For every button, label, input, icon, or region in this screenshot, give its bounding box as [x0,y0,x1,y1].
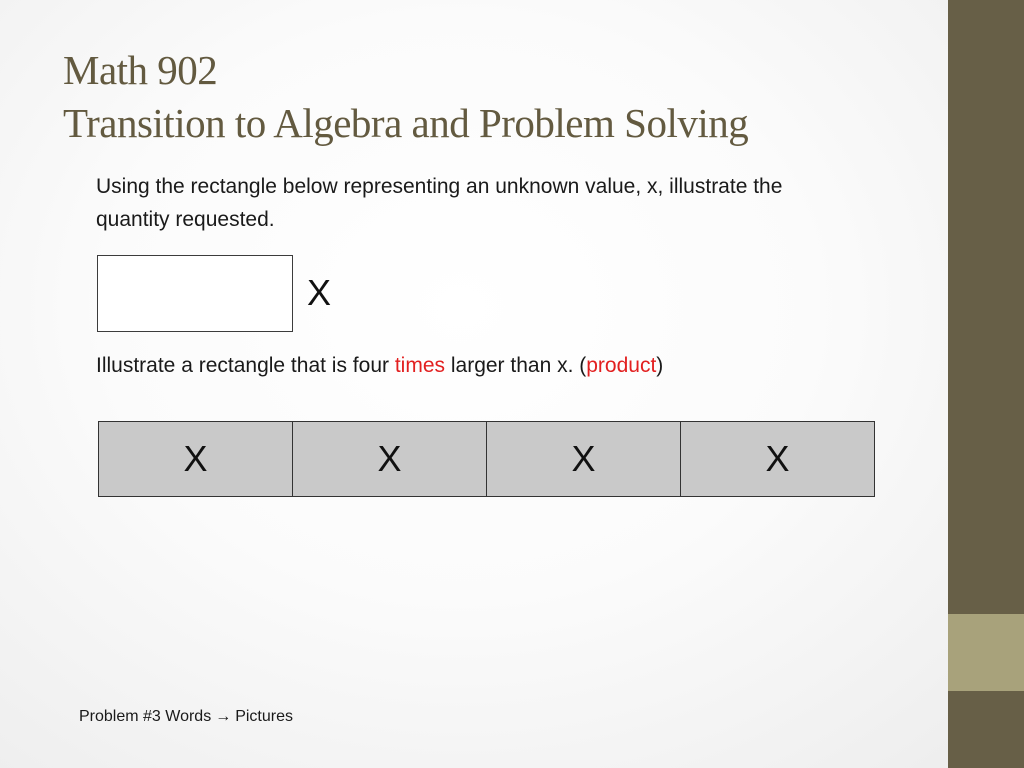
footer-pictures: Pictures [235,708,293,725]
unit-rectangle [97,255,293,332]
footer-words: Problem #3 Words [79,708,212,725]
product-cell-3: X [487,422,681,496]
unit-label: X [307,272,332,313]
product-cell-4: X [765,438,790,479]
times-keyword: times [394,354,446,377]
product-rectangle [98,421,875,497]
title-line-1: Math 902 [63,47,218,93]
product-keyword: product [586,354,657,377]
prompt-part-3: ) [656,354,664,377]
page-title [63,44,748,150]
prompt-part-2: larger than x. ( [445,354,587,377]
side-accent [948,614,1024,691]
title-line-2: Transition to Algebra and Problem Solving [63,100,749,146]
prompt-part-1: Illustrate a rectangle that is four [96,354,395,377]
product-cell-1: X [99,422,293,496]
prompt-text [96,349,663,382]
instruction-text: Using the rectangle below representing an unknown value, x, illustrate the quantity requested. [96,175,783,231]
product-cell-2: X [293,422,487,496]
footer-caption [79,706,293,728]
right-arrow-icon: → [215,708,232,725]
